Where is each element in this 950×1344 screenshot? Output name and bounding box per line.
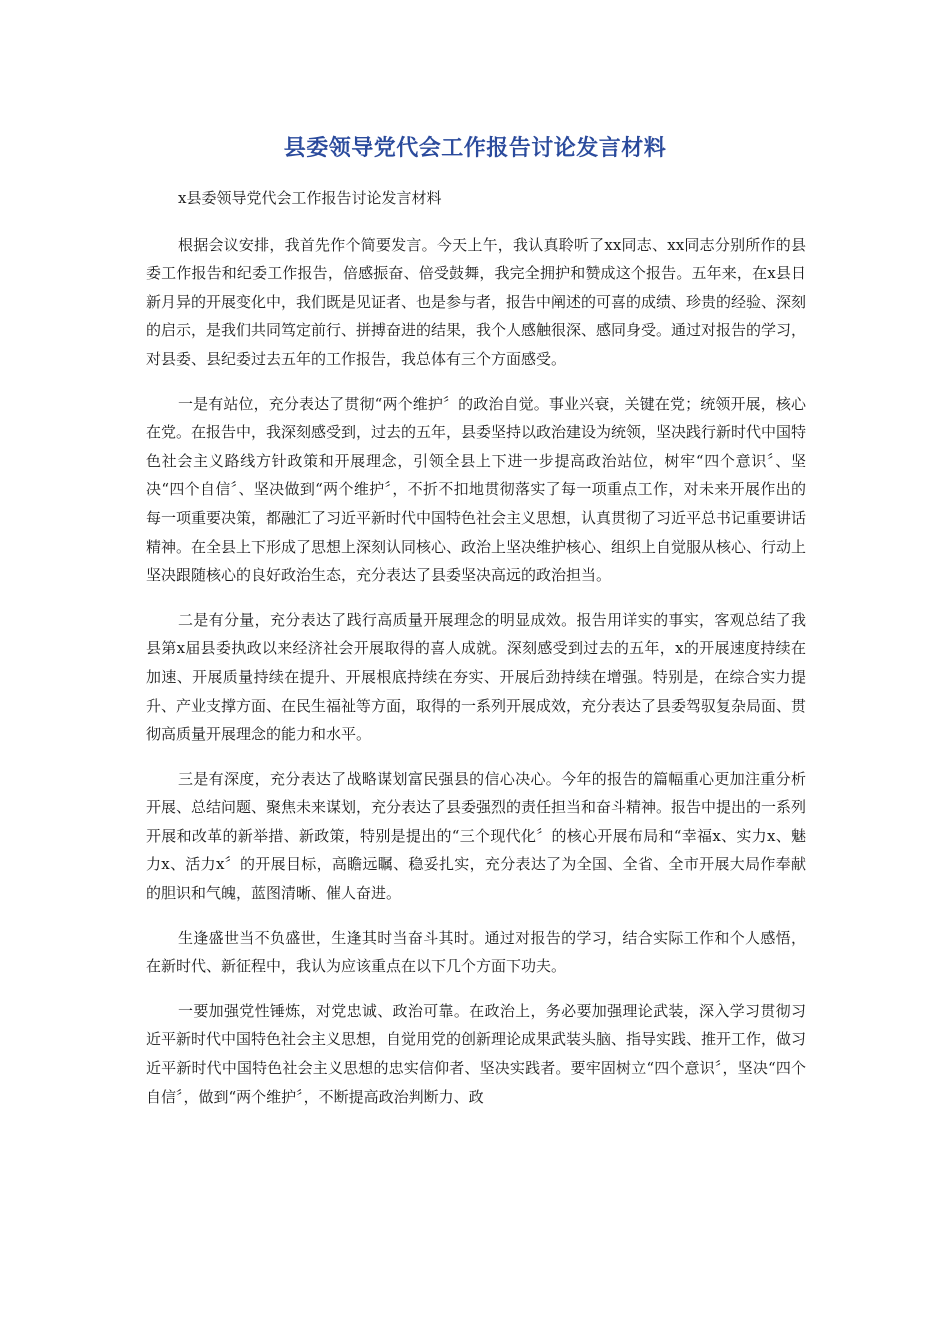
paragraph-point-one: 一是有站位，充分表达了贯彻“两个维护〞的政治自觉。事业兴衰，关键在党；统领开展，核心在党。在报告中，我深刻感受到，过去的五年，县委坚持以政治建设为统领，坚决践行新时代中国特色社会主义路线方针政策和开展理念，引领全县上下进一步提高政治站位，树牢“四个意识〞、坚决“四个自信〞、坚决做到“两个维护〞，不折不扣地贯彻落实了每一项重点工作，对未来开展作出的每一项重要决策，都融汇了习近平新时代中国特色社会主义思想，认真贯彻了习近平总书记重要讲话精神。在全县上下形成了思想上深刻认同核心、政治上坚决维护核心、组织上自觉服从核心、行动上坚决跟随核心的良好政治生态，充分表达了县委坚决高远的政治担当。	[146, 394, 807, 585]
document-body	[146, 184, 806, 1127]
paragraph-intro: 根据会议安排，我首先作个简要发言。今天上午，我认真聆听了xx同志、xx同志分别所作的县委工作报告和纪委工作报告，倍感振奋、倍受鼓舞，我完全拥护和赞成这个报告。五年来，在x县日新月异的开展变化中，我们既是见证者、也是参与者，报告中阐述的可喜的成绩、珍贵的经验、深刻的启示，是我们共同笃定前行、拼搏奋进的结果，我个人感触很深、感同身受。通过对报告的学习，对县委、县纪委过去五年的工作报告，我总体有三个方面感受。	[146, 235, 807, 368]
document-title: 县委领导党代会工作报告讨论发言材料	[283, 136, 667, 161]
paragraph-point-three: 三是有深度，充分表达了战略谋划富民强县的信心决心。今年的报告的篇幅重心更加注重分析开展、总结问题、聚焦未来谋划，充分表达了县委强烈的责任担当和奋斗精神。报告中提出的一系列开展和改革的新举措、新政策，特别是提出的“三个现代化〞的核心开展布局和“幸福x、实力x、魅力x、活力x〞的开展目标，高瞻远瞩、稳妥扎实，充分表达了为全国、全省、全市开展大局作奉献的胆识和气魄，蓝图清晰、催人奋进。	[146, 769, 807, 903]
paragraph-transition: 生逢盛世当不负盛世，生逢其时当奋斗其时。通过对报告的学习，结合实际工作和个人感悟，在新时代、新征程中，我认为应该重点在以下几个方面下功夫。	[146, 928, 806, 976]
paragraph-action-one: 一要加强党性锤炼，对党忠诚、政治可靠。在政治上，务必要加强理论武装，深入学习贯彻习近平新时代中国特色社会主义思想，自觉用党的创新理论成果武装头脑、指导实践、推开工作，做习近平新时代中国特色社会主义思想的忠实信仰者、坚决实践者。要牢固树立“四个意识〞，坚决“四个自信〞，做到“两个维护〞，不断提高政治判断力、政	[146, 1001, 807, 1106]
paragraph-point-two: 二是有分量，充分表达了践行高质量开展理念的明显成效。报告用详实的事实，客观总结了我县第x届县委执政以来经济社会开展取得的喜人成就。深刻感受到过去的五年，x的开展速度持续在加速、开展质量持续在提升、开展根底持续在夯实、开展后劲持续在增强。特别是，在综合实力提升、产业支撑方面、在民生福祉等方面，取得的一系列开展成效，充分表达了县委驾驭复杂局面、贯彻高质量开展理念的能力和水平。	[146, 610, 807, 744]
document-subtitle: x县委领导党代会工作报告讨论发言材料	[178, 189, 442, 207]
